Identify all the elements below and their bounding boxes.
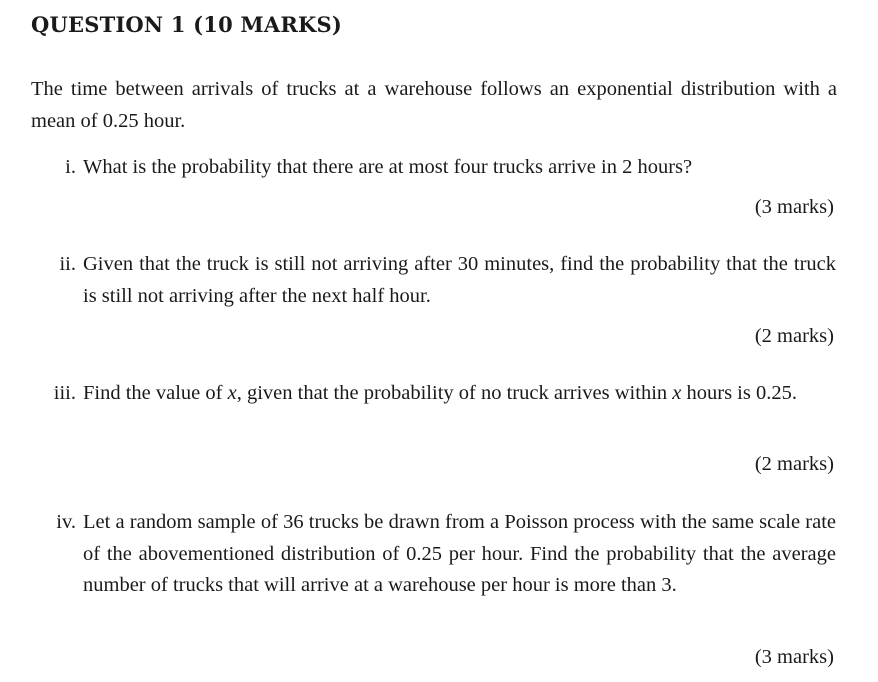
variable-x: x — [227, 382, 237, 404]
part-text: Given that the truck is still not arriving after 30 minutes, find the probability that the truck is still not arriving after the next half hour. — [83, 253, 836, 307]
part-number: iv. — [56, 511, 76, 533]
part-text-a: Find the value of — [83, 382, 228, 404]
part-text-b: , given that the probability of no truck arrives within — [236, 382, 673, 404]
variable-x: x — [672, 382, 682, 404]
part-text: Let a random sample of 36 trucks be drawn from a Poisson process with the same scale rate of the abovementioned distribution of 0.25 per hour. Find the probability that the average number of trucks that will arrive at a warehouse per hour is more than 3. — [83, 511, 836, 596]
part-iii-marks: (2 marks) — [754, 453, 834, 475]
part-number: ii. — [59, 253, 76, 275]
part-iv-marks: (3 marks) — [754, 646, 834, 668]
question-intro: The time between arrivals of trucks at a warehouse follows an exponential distribution with a mean of 0.25 hour. — [31, 78, 837, 132]
part-ii-marks: (2 marks) — [754, 325, 834, 347]
part-number: iii. — [53, 382, 76, 404]
part-text-c: hours is 0.25. — [681, 382, 797, 404]
part-text — [83, 378, 836, 410]
part-i-marks: (3 marks) — [754, 196, 834, 218]
part-number: i. — [65, 156, 76, 178]
part-text: What is the probability that there are at most four trucks arrive in 2 hours? — [83, 156, 693, 178]
question-heading: QUESTION 1 (10 MARKS) — [31, 12, 342, 37]
